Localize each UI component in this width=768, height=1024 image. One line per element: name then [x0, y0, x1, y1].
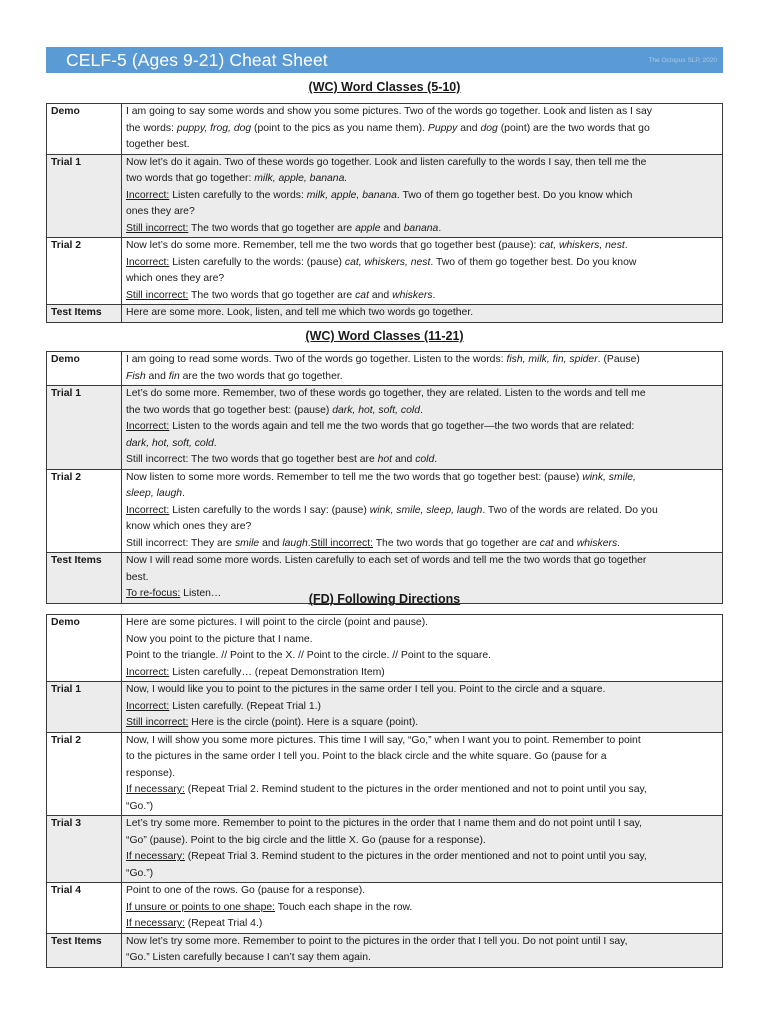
row-label: Trial 1: [47, 386, 122, 470]
text-segment: Incorrect:: [126, 700, 170, 712]
row-label: Demo: [47, 352, 122, 386]
content-line: [126, 238, 718, 255]
row-content: [122, 883, 723, 934]
content-line: [126, 682, 718, 699]
content-line: [126, 470, 718, 487]
text-segment: .: [182, 488, 185, 499]
text-segment: whiskers: [392, 289, 433, 301]
content-line: [126, 155, 718, 172]
text-segment: . Two of the words are related. Do you: [482, 504, 658, 516]
text-segment: Still incorrect:: [126, 222, 189, 234]
row-label: Trial 1: [47, 154, 122, 238]
text-segment: fish, milk, fin, spider: [506, 354, 598, 365]
content-line: [126, 271, 718, 288]
table-row: [47, 883, 723, 934]
text-segment: ones they are?: [126, 206, 195, 217]
content-line: [126, 503, 718, 520]
row-label: Trial 4: [47, 883, 122, 934]
table-row: [47, 816, 723, 883]
text-segment: .: [307, 537, 311, 549]
text-segment: Here are some pictures. I will point to the circle (point and pause).: [126, 617, 429, 628]
text-segment: . Two of them go together best. Do you know which: [396, 189, 633, 201]
section-title-following-directions: (FD) Following Directions: [308, 592, 461, 606]
text-segment: (Repeat Trial 4.): [184, 918, 263, 929]
text-segment: Still incorrect: The two words that go together best are: [126, 454, 378, 465]
content-line: [126, 452, 718, 469]
text-segment: and: [392, 454, 416, 465]
content-line: [126, 188, 718, 205]
text-segment: If necessary:: [126, 918, 185, 929]
text-segment: .: [434, 454, 438, 465]
row-label: Test Items: [47, 933, 122, 967]
text-segment: response).: [126, 767, 176, 779]
table-row: [47, 386, 723, 470]
text-segment: Listen to the words again and tell me the two words that go together—the two words that are related:: [169, 421, 635, 432]
text-segment: .: [420, 404, 423, 416]
content-line: [126, 749, 718, 766]
content-line: [126, 615, 718, 632]
text-segment: Listen…: [180, 588, 222, 599]
content-line: [126, 883, 718, 900]
table-word-classes-5-10: [46, 103, 723, 323]
row-content: [122, 615, 723, 682]
content-line: [126, 950, 718, 967]
table-row: [47, 933, 723, 967]
content-line: [126, 352, 718, 369]
text-segment: The two words that go together are: [373, 537, 540, 549]
content-line: [126, 648, 718, 665]
content-line: [126, 204, 718, 221]
text-segment: whiskers: [576, 537, 618, 549]
text-segment: cat: [355, 289, 369, 301]
text-segment: Now I will read some more words. Listen carefully to each set of words and tell me the two words that go together: [126, 555, 647, 566]
text-segment: “Go.”): [126, 800, 154, 812]
text-segment: The two words that go together are: [188, 289, 356, 301]
text-segment: smile: [234, 537, 260, 549]
text-segment: Point to one of the rows. Go (pause for a response).: [126, 885, 366, 896]
content-line: [126, 733, 718, 750]
text-segment: Still incorrect:: [126, 717, 189, 728]
content-line: [126, 570, 718, 587]
row-label: Trial 2: [47, 469, 122, 553]
text-segment: Now you point to the picture that I name.: [126, 633, 313, 645]
text-segment: Incorrect:: [126, 504, 170, 516]
content-line: [126, 121, 718, 138]
text-segment: If necessary:: [126, 851, 185, 862]
row-label: Test Items: [47, 305, 122, 323]
table-row: [47, 154, 723, 238]
text-segment: hot: [377, 454, 393, 465]
text-segment: banana: [403, 222, 439, 234]
table-row: [47, 104, 723, 155]
text-segment: Touch each shape in the row.: [275, 901, 413, 913]
row-label: Test Items: [47, 553, 122, 604]
text-segment: dog: [480, 122, 498, 134]
row-label: Trial 1: [47, 682, 122, 733]
text-segment: sleep, laugh: [126, 488, 183, 499]
table-following-directions: [46, 614, 723, 968]
text-segment: dark, hot, soft, cold: [332, 404, 420, 416]
row-label: Demo: [47, 615, 122, 682]
text-segment: the words:: [126, 122, 177, 134]
text-segment: the two words that go together best: (pause): [126, 404, 333, 416]
text-segment: (point to the pics as you name them).: [251, 122, 428, 134]
text-segment: (point) are the two words that go: [497, 122, 650, 134]
credit-text: The Octopus SLP, 2020: [648, 56, 717, 64]
text-segment: fin: [168, 370, 180, 382]
section-title-word-classes-11-21: (WC) Word Classes (11-21): [305, 329, 464, 343]
text-segment: “Go.”): [126, 867, 154, 879]
text-segment: and: [380, 222, 404, 234]
content-line: [126, 486, 718, 503]
page-title: CELF-5 (Ages 9-21) Cheat Sheet: [66, 49, 328, 70]
text-segment: puppy, frog, dog: [176, 122, 252, 134]
table-row: [47, 352, 723, 386]
text-segment: wink, smile, sleep, laugh: [369, 504, 483, 516]
text-segment: Point to the triangle. // Point to the X. // Point to the circle. // Point to the square.: [126, 650, 492, 661]
text-segment: and: [145, 370, 169, 382]
text-segment: Listen carefully… (repeat Demonstration Item): [169, 666, 385, 678]
text-segment: cat, whiskers, nest: [539, 240, 625, 251]
content-line: [126, 799, 718, 816]
table-row: [47, 305, 723, 323]
text-segment: (Repeat Trial 2. Remind student to the pictures in the order mentioned and not to point until you say,: [184, 784, 647, 795]
row-content: [122, 816, 723, 883]
text-segment: cat, whiskers, nest: [344, 256, 431, 268]
content-line: [126, 782, 718, 799]
text-segment: The two words that go together are: [188, 222, 356, 234]
content-line: [126, 766, 718, 783]
row-content: [122, 682, 723, 733]
content-line: [126, 436, 718, 453]
text-segment: best.: [126, 571, 149, 583]
text-segment: Now let’s do some more. Remember, tell me the two words that go together best (pause):: [126, 240, 540, 251]
text-segment: To re-focus:: [126, 588, 181, 599]
text-segment: Now listen to some more words. Remember to tell me the two words that go together best: (pause): [126, 471, 583, 483]
text-segment: .: [624, 240, 628, 251]
content-line: [126, 369, 718, 386]
text-segment: Let’s do some more. Remember, two of these words go together, they are related. Listen to the words and tell me: [126, 388, 646, 399]
row-content: [122, 386, 723, 470]
text-segment: Listen carefully to the words: (pause): [169, 256, 345, 268]
text-segment: .: [432, 289, 436, 301]
content-line: [126, 816, 718, 833]
row-content: [122, 732, 723, 816]
content-line: [126, 699, 718, 716]
text-segment: Let’s try some more. Remember to point to the pictures in the order that I name them and do not point until I say,: [126, 818, 642, 829]
content-line: [126, 715, 718, 732]
text-segment: Puppy: [427, 122, 458, 134]
content-line: [126, 519, 718, 536]
row-label: Trial 2: [47, 238, 122, 305]
text-segment: which ones they are?: [126, 273, 225, 284]
content-line: [126, 403, 718, 420]
text-segment: are the two words that go together.: [179, 370, 343, 382]
row-content: [122, 154, 723, 238]
section-title-word-classes-5-10: (WC) Word Classes (5-10): [308, 80, 461, 94]
text-segment: Listen carefully to the words I say: (pause): [169, 504, 370, 516]
content-line: [126, 665, 718, 682]
text-segment: Incorrect:: [126, 256, 170, 268]
text-segment: Listen carefully. (Repeat Trial 1.): [169, 700, 322, 712]
content-line: [126, 137, 718, 154]
text-segment: If necessary:: [126, 784, 185, 795]
content-line: [126, 632, 718, 649]
text-segment: Now let’s do it again. Two of these words go together. Look and listen carefully to the words I say, then tell me the: [126, 156, 647, 168]
content-line: [126, 104, 718, 121]
text-segment: and: [368, 289, 393, 301]
text-segment: . Two of them go together best. Do you know: [430, 256, 637, 268]
text-segment: Listen carefully to the words:: [169, 189, 307, 201]
text-segment: Incorrect:: [126, 666, 170, 678]
text-segment: to the pictures in the same order I tell you. Point to the black circle and the white square. Go (pause for a: [126, 751, 607, 762]
text-segment: cat: [539, 537, 554, 549]
text-segment: Fish: [126, 370, 146, 382]
text-segment: Incorrect:: [126, 421, 170, 432]
text-segment: If unsure or points to one shape:: [126, 901, 276, 913]
text-segment: Now, I will show you some more pictures. This time I will say, “Go,” when I want you to point. Remember to point: [126, 734, 641, 746]
content-line: [126, 255, 718, 272]
text-segment: Still incorrect:: [126, 289, 189, 301]
text-segment: I am going to read some words. Two of the words go together. Listen to the words:: [126, 354, 507, 365]
text-segment: “Go” (pause). Point to the big circle and the little X. Go (pause for a response).: [126, 834, 486, 846]
content-line: [126, 171, 718, 188]
text-segment: . (Pause): [597, 354, 640, 365]
text-segment: .: [438, 222, 442, 234]
text-segment: Now let’s try some more. Remember to point to the pictures in the order that I tell you. Do not point until I say,: [126, 935, 628, 947]
row-content: [122, 305, 723, 323]
text-segment: Still incorrect:: [310, 537, 374, 549]
text-segment: Now, I would like you to point to the pictures in the same order I tell you. Point to the circle and a square.: [126, 684, 606, 695]
text-segment: wink, smile,: [582, 471, 636, 483]
text-segment: laugh: [282, 537, 308, 549]
row-content: [122, 104, 723, 155]
content-line: [126, 900, 718, 917]
content-line: [126, 288, 718, 305]
text-segment: know which ones they are?: [126, 521, 252, 532]
content-line: [126, 866, 718, 883]
text-segment: and: [553, 537, 577, 549]
text-segment: “Go.” Listen carefully because I can’t say them again.: [126, 952, 371, 963]
row-content: [122, 933, 723, 967]
table-row: [47, 238, 723, 305]
page-header: [46, 47, 723, 73]
text-segment: Still incorrect: They are: [126, 537, 235, 549]
content-line: [126, 221, 718, 238]
content-line: [126, 934, 718, 951]
text-segment: milk, apple, banana.: [254, 173, 348, 184]
text-segment: and: [457, 122, 481, 134]
text-segment: (Repeat Trial 3. Remind student to the pictures in the order mentioned and not to point until you say,: [184, 851, 647, 862]
content-line: [126, 305, 718, 322]
table-row: [47, 469, 723, 553]
text-segment: two words that go together:: [126, 173, 255, 184]
row-label: Demo: [47, 104, 122, 155]
content-line: [126, 386, 718, 403]
content-line: [126, 849, 718, 866]
table-word-classes-11-21: [46, 351, 723, 604]
text-segment: Here are some more. Look, listen, and tell me which two words go together.: [126, 307, 474, 318]
table-row: [47, 682, 723, 733]
content-line: [126, 536, 718, 553]
row-content: [122, 352, 723, 386]
text-segment: .: [213, 437, 217, 449]
content-line: [126, 553, 718, 570]
row-label: Trial 2: [47, 732, 122, 816]
text-segment: and: [259, 537, 283, 549]
row-content: [122, 238, 723, 305]
content-line: [126, 833, 718, 850]
table-row: [47, 615, 723, 682]
row-label: Trial 3: [47, 816, 122, 883]
text-segment: milk, apple, banana: [306, 189, 397, 201]
row-content: [122, 469, 723, 553]
text-segment: dark, hot, soft, cold: [126, 437, 214, 449]
text-segment: Here is the circle (point). Here is a square (point).: [188, 717, 419, 728]
text-segment: together best.: [126, 139, 190, 150]
table-row: [47, 732, 723, 816]
text-segment: I am going to say some words and show you some pictures. Two of the words go together. Look and listen as I say: [126, 106, 652, 117]
text-segment: .: [617, 537, 621, 549]
text-segment: apple: [355, 222, 381, 234]
text-segment: cold: [415, 454, 435, 465]
text-segment: Incorrect:: [126, 189, 170, 201]
content-line: [126, 916, 718, 933]
content-line: [126, 419, 718, 436]
